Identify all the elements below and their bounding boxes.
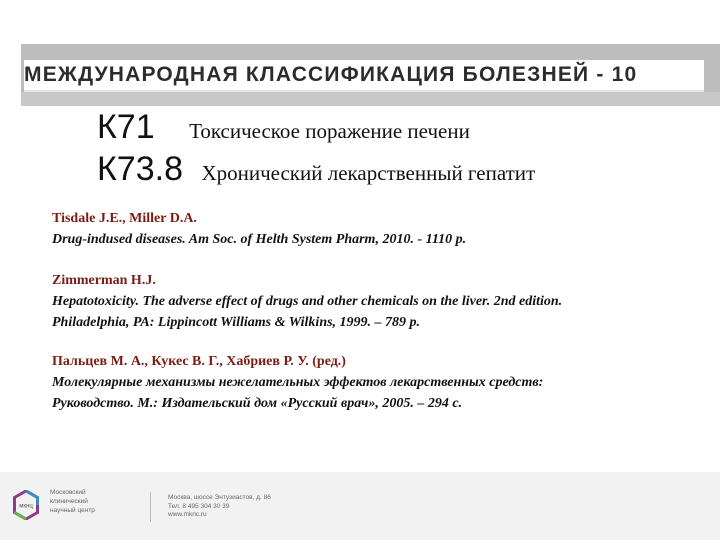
organization-name-line: научный центр bbox=[50, 507, 95, 514]
organization-name-line: клинический bbox=[50, 498, 88, 505]
organization-name bbox=[50, 488, 95, 515]
organization-name-line: Московский bbox=[50, 489, 86, 496]
logo-mark: мкнц bbox=[19, 503, 33, 510]
phone: Тел. 8 495 304 30 39 bbox=[168, 502, 230, 510]
reference-entry bbox=[52, 208, 712, 250]
page-title: МЕЖДУНАРОДНАЯ КЛАССИФИКАЦИЯ БОЛЕЗНЕЙ - 10 bbox=[24, 60, 704, 90]
reference-title: Hepatotoxicity. The adverse effect of drugs and other chemicals on the liver. 2nd edition. bbox=[52, 294, 563, 309]
footer bbox=[0, 472, 720, 540]
icd-code-row bbox=[97, 150, 535, 189]
reference-title: Молекулярные механизмы нежелательных эффектов лекарственных средств: bbox=[52, 375, 544, 390]
header-strip bbox=[21, 92, 720, 106]
top-white-band bbox=[0, 0, 720, 44]
footer-divider bbox=[150, 492, 151, 522]
reference-authors: Zimmerman H.J. bbox=[52, 273, 156, 288]
contact-info bbox=[168, 494, 271, 520]
icd-code: К71 bbox=[97, 108, 155, 146]
reference-title: Philadelphia, PA: Lippincott Williams & Wilkins, 1999. – 789 p. bbox=[52, 315, 421, 330]
reference-title: Руководство. М.: Издательский дом «Русский врач», 2005. – 294 с. bbox=[52, 396, 463, 411]
reference-entry bbox=[52, 270, 712, 333]
icd-code-row bbox=[97, 108, 470, 147]
icd-description: Хронический лекарственный гепатит bbox=[201, 161, 536, 185]
icd-description: Токсическое поражение печени bbox=[189, 119, 470, 143]
icd-code: К73.8 bbox=[97, 150, 183, 188]
reference-title: Drug-indused diseases. Am Soc. of Helth System Pharm, 2010. - 1110 p. bbox=[52, 232, 467, 247]
reference-entry bbox=[52, 351, 712, 414]
hexagon-logo-icon bbox=[13, 490, 39, 520]
address: Москва, шоссе Энтузиастов, д. 86 bbox=[168, 494, 271, 501]
website: www.mknc.ru bbox=[168, 511, 207, 518]
reference-authors: Tisdale J.E., Miller D.A. bbox=[52, 211, 197, 226]
reference-authors: Пальцев М. А., Кукес В. Г., Хабриев Р. У. (ред.) bbox=[52, 354, 346, 369]
